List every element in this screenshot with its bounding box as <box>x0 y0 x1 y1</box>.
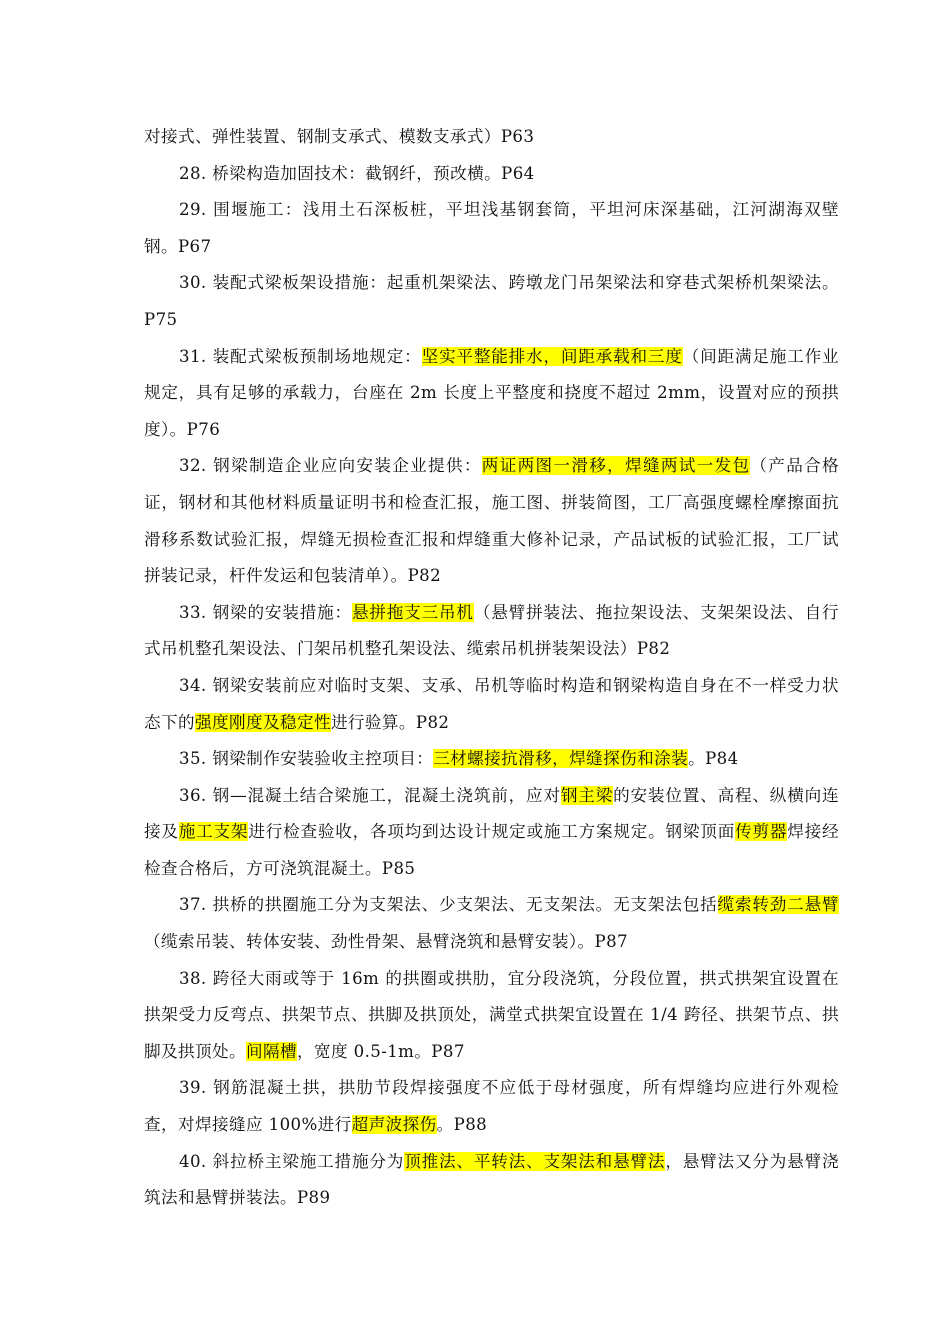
document-body <box>144 119 839 1217</box>
paragraph <box>144 595 839 668</box>
paragraph <box>144 1144 839 1217</box>
highlighted-text: 钢主梁 <box>560 785 614 805</box>
paragraph <box>144 339 839 449</box>
paragraph-text: 的安装位置、高程、纵横向连接及 <box>144 785 840 842</box>
paragraph-text: 35. 钢梁制作安装验收主控项目： <box>179 749 434 769</box>
paragraph-text: 焊接经检查合格后，方可浇筑混凝土。P85 <box>144 822 839 878</box>
paragraph-text: 34. 钢梁安装前应对临时支架、支承、吊机等临时构造和钢梁构造自身在不一样受力状态下的 <box>144 675 839 732</box>
paragraph-text: 进行验算。P82 <box>330 712 450 732</box>
paragraph-text: ，宽度 0.5-1m。P87 <box>296 1041 465 1061</box>
paragraph-text: 30. 装配式梁板架设措施：起重机架梁法、跨墩龙门吊架梁法和穿巷式架桥机架梁法。P75 <box>144 273 839 329</box>
paragraph <box>144 961 839 1071</box>
highlighted-text: 缆索转劲二悬臂 <box>717 895 839 915</box>
paragraph-text: 38. 跨径大雨或等于 16m 的拱圈或拱肋，宜分段浇筑，分段位置，拱式拱架宜设置在拱架受力反弯点、拱架节点、拱脚及拱顶处，满堂式拱架宜设置在 1/4 跨径、拱架节点、拱脚及拱顶处。 <box>144 968 839 1061</box>
paragraph-text: 。P88 <box>436 1115 488 1135</box>
paragraph-text: （缆索吊装、转体安装、劲性骨架、悬臂浇筑和悬臂安装）。P87 <box>144 932 629 952</box>
paragraph <box>144 778 839 888</box>
paragraph <box>144 448 839 594</box>
paragraph <box>144 1070 839 1143</box>
paragraph-text: 31. 装配式梁板预制场地规定： <box>179 346 422 366</box>
highlighted-text: 坚实平整能排水，间距承载和三度 <box>421 346 683 366</box>
paragraph-text: ，悬臂法又分为悬臂浇筑法和悬臂拼装法。P89 <box>144 1151 840 1208</box>
paragraph-text: 32. 钢梁制造企业应向安装企业提供： <box>179 456 482 476</box>
highlighted-text: 间隔槽 <box>245 1041 297 1061</box>
paragraph <box>144 741 839 778</box>
highlighted-text: 传剪器 <box>735 822 788 842</box>
paragraph-text: 28. 桥梁构造加固技术：截钢纤，预改横。P64 <box>179 163 535 183</box>
paragraph-text: 进行检查验收，各项均到达设计规定或施工方案规定。钢梁顶面 <box>248 822 736 842</box>
highlighted-text: 三材螺接抗滑移，焊缝探伤和涂装 <box>433 749 689 769</box>
paragraph-text: （间距满足施工作业规定，具有足够的承载力，台座在 2m 长度上平整度和挠度不超过 2mm，设置对应的预拱度）。P76 <box>144 346 839 439</box>
paragraph <box>144 668 839 741</box>
paragraph <box>144 887 839 960</box>
paragraph-text: 40. 斜拉桥主梁施工措施分为 <box>179 1151 405 1171</box>
highlighted-text: 顶推法、平转法、支架法和悬臂法 <box>404 1151 666 1171</box>
paragraph-text: 29. 围堰施工：浅用土石深板桩，平坦浅基钢套筒，平坦河床深基础，江河湖海双壁钢。P67 <box>144 200 839 256</box>
paragraph-text: 33. 钢梁的安装措施： <box>179 602 352 622</box>
paragraph-text: 36. 钢—混凝土结合梁施工，混凝土浇筑前，应对 <box>179 785 561 805</box>
paragraph-text: 39. 钢筋混凝土拱，拱肋节段焊接强度不应低于母材强度，所有焊缝均应进行外观检查，对焊接缝应 100%进行 <box>144 1078 839 1135</box>
paragraph <box>144 119 839 156</box>
paragraph-text: 。P84 <box>688 749 739 769</box>
paragraph <box>144 265 839 338</box>
paragraph-text: （产品合格证，钢材和其他材料质量证明书和检查汇报，施工图、拼装简图，工厂高强度螺栓摩擦面抗滑移系数试验汇报，焊缝无损检查汇报和焊缝重大修补记录，产品试板的试验汇报，工厂试拼装记录，杆件发运和包装清单）。P82 <box>144 456 840 586</box>
paragraph <box>144 156 839 193</box>
highlighted-text: 强度刚度及稳定性 <box>194 712 331 732</box>
paragraph-text: （悬臂拼装法、拖拉架设法、支架架设法、自行式吊机整孔架设法、门架吊机整孔架设法、缆索吊机拼装架设法）P82 <box>144 602 839 659</box>
paragraph-text: 对接式、弹性装置、钢制支承式、模数支承式）P63 <box>144 127 535 146</box>
highlighted-text: 两证两图一滑移，焊缝两试一发包 <box>481 456 751 476</box>
highlighted-text: 超声波探伤 <box>351 1115 437 1135</box>
paragraph <box>144 192 839 265</box>
highlighted-text: 施工支架 <box>178 822 249 842</box>
paragraph-text: 37. 拱桥的拱圈施工分为支架法、少支架法、无支架法。无支架法包括 <box>179 895 718 915</box>
highlighted-text: 悬拼拖支三吊机 <box>351 602 474 622</box>
